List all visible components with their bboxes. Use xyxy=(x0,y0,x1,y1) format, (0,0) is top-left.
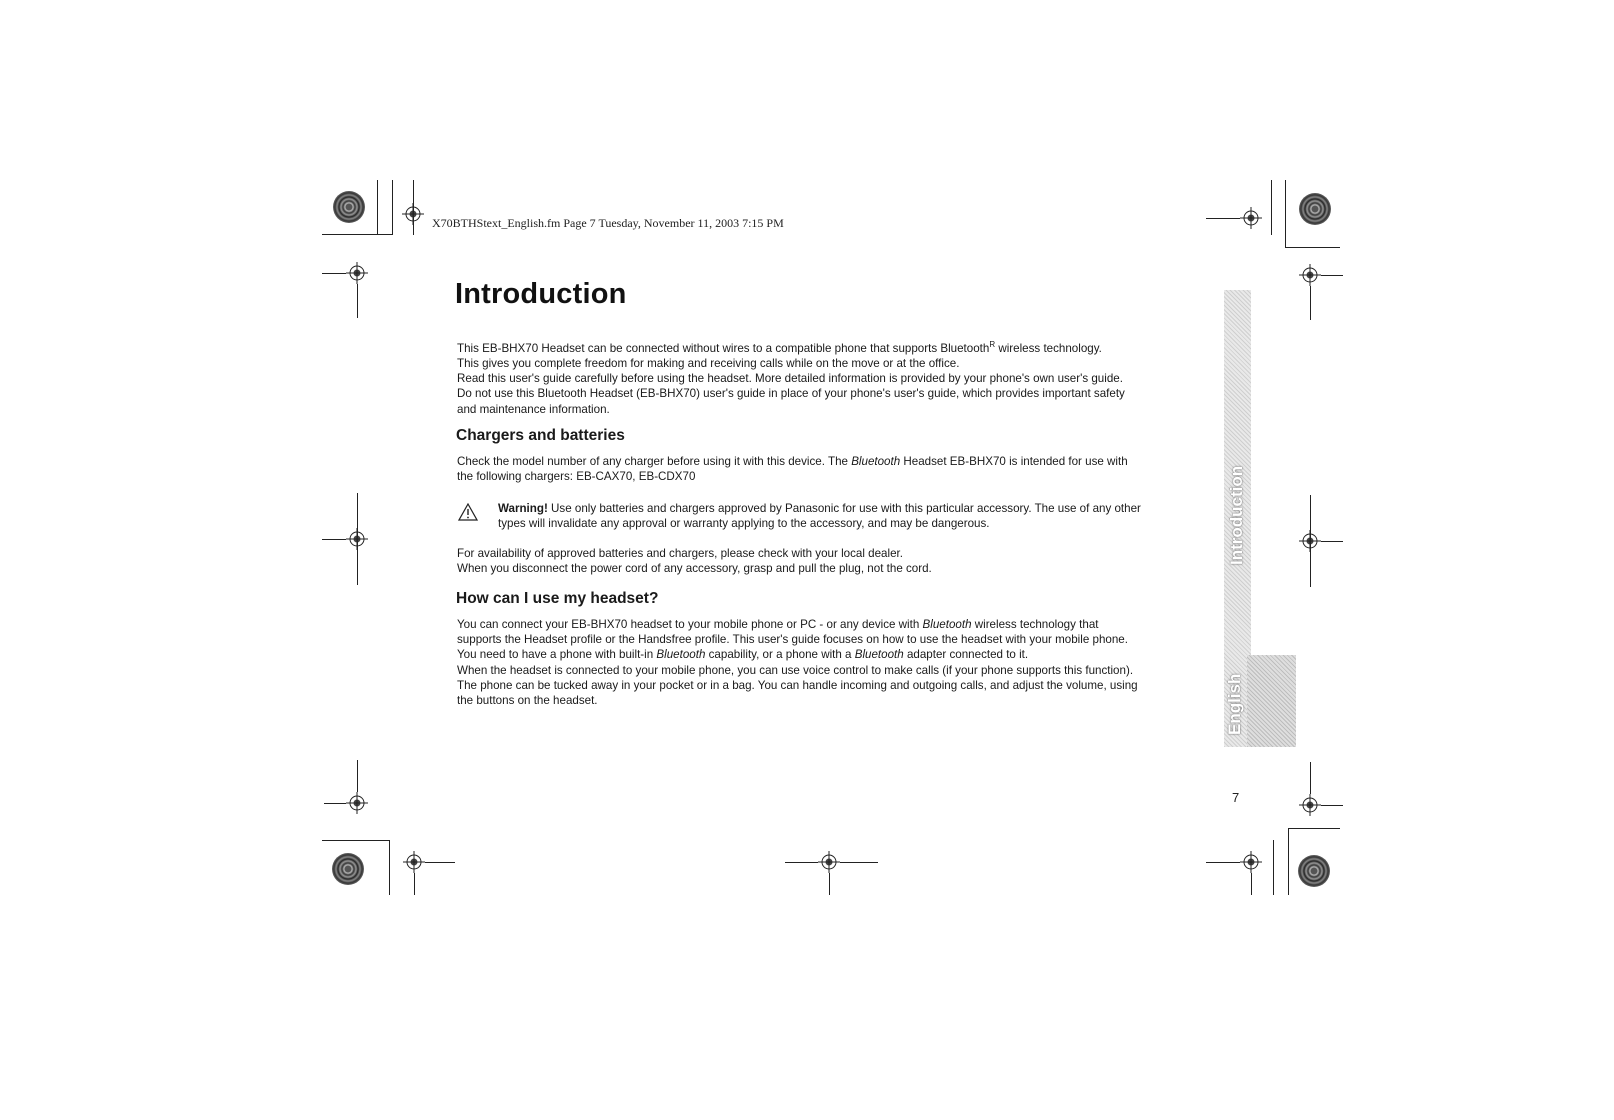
intro-paragraph xyxy=(457,337,1202,417)
registration-rosette-icon xyxy=(332,853,364,885)
side-tab-language-label: English xyxy=(1225,673,1244,735)
print-header: X70BTHStext_English.fm Page 7 Tuesday, November 11, 2003 7:15 PM xyxy=(432,216,784,230)
intro-line: This EB-BHX70 Headset can be connected without wires to a compatible phone that supports Bluetooth$^R$ wireless technology. xyxy=(457,340,1102,355)
page-title: Introduction xyxy=(455,278,627,310)
usage-paragraph: You can connect your EB-BHX70 headset to your mobile phone or PC - or any device with Bluetooth wireless technology that supports the Headset profile or the Handsfree profile. This user's guide focuses on how to use the headset with your mobile phone. You need to have a phone with built-in Bluetooth capability, or a phone with a Bluetooth adapter connected to it. When the headset is connected to your mobile phone, you can use voice control to make calls (if your phone supports this function). The phone can be tucked away in your pocket or in a bag. You can handle incoming and outgoing calls, and adjust the volume, using the buttons on the headset. xyxy=(457,618,1138,708)
crosshair-icon xyxy=(1240,207,1262,229)
crosshair-icon xyxy=(1299,794,1321,816)
crosshair-icon xyxy=(818,851,840,873)
side-tab-section-label: Introduction xyxy=(1227,465,1246,565)
intro-line: Do not use this Bluetooth Headset (EB-BHX70) user's guide in place of your phone's user's guide, which provides important safety xyxy=(457,387,1125,401)
intro-line: Read this user's guide carefully before using the headset. More detailed information is provided by your phone's own user's guide. xyxy=(457,372,1123,386)
registration-rosette-icon xyxy=(1298,855,1330,887)
registration-rosette-icon xyxy=(333,191,365,223)
section-heading-chargers: Chargers and batteries xyxy=(456,427,625,444)
crosshair-icon xyxy=(346,792,368,814)
page-number: 7 xyxy=(1232,790,1240,805)
side-tab-language xyxy=(1225,655,1296,747)
chargers-paragraph: Check the model number of any charger before using it with this device. The Bluetooth Headset EB-BHX70 is intended for use with the following chargers: EB-CAX70, EB-CDX70 xyxy=(457,455,1128,484)
registration-rosette-icon xyxy=(1299,193,1331,225)
section-heading-usage: How can I use my headset? xyxy=(456,590,659,607)
crosshair-icon xyxy=(346,262,368,284)
warning-triangle-icon xyxy=(458,503,478,521)
availability-paragraph: For availability of approved batteries and chargers, please check with your local dealer. When you disconnect the power cord of any accessory, grasp and pull the plug, not the cord. xyxy=(457,547,932,576)
crosshair-icon xyxy=(403,851,425,873)
intro-line: This gives you complete freedom for making and receiving calls while on the move or at the office. xyxy=(457,357,960,371)
crosshair-icon xyxy=(1299,264,1321,286)
intro-line: and maintenance information. xyxy=(457,402,610,416)
warning-note: Warning! Use only batteries and chargers approved by Panasonic for use with this particular accessory. The use of any other types will invalidate any approval or warranty applying to the accessory, and may be dangerous. xyxy=(498,502,1141,531)
crosshair-icon xyxy=(1240,851,1262,873)
